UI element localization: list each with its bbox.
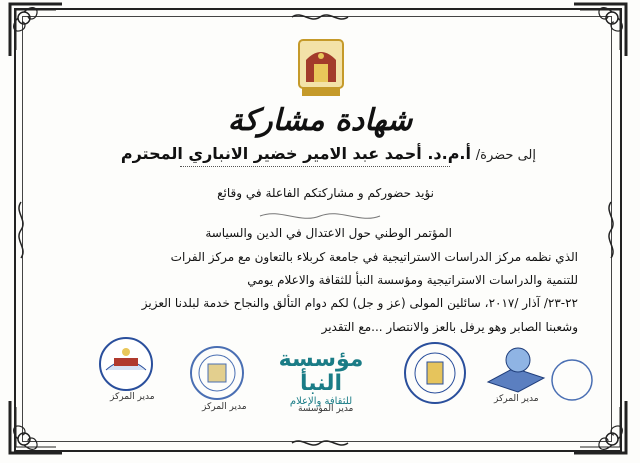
recipient-prefix: إلى حضرة/ [475,148,536,163]
recipient-line [121,144,536,163]
left-edge-ornament [14,200,28,260]
nabaa-subtitle: للثقافة والإعلام [289,396,353,407]
nabaa-stamp [402,340,468,406]
corner-ornament-bottom-right [570,397,630,457]
certificate-title [170,100,470,140]
signature-right: مدير المركز [494,394,539,404]
title-calligraphy [170,100,470,140]
strategic-studies-center-logo [96,334,156,394]
signature-left-1: مدير المركز [110,392,155,402]
right-stamp [548,356,596,404]
bottom-edge-ornament [290,436,350,450]
university-logo [296,38,346,98]
top-edge-ornament [290,10,350,24]
recipient-dotted-line [180,166,450,167]
nabaa-title: مؤسسة النبأ [278,347,364,396]
event-name: المؤتمر الوطني حول الاعتدال في الدين والسياسة [205,226,452,240]
body-line-3: ٢٢-٢٣/ آذار /٢٠١٧، سائلين المولى (عز و جل) لكم دوام التألق والنجاح خدمة لبلدنا العزيز [141,296,578,310]
corner-ornament-top-right [570,0,630,60]
body-line-1: الذي نظمه مركز الدراسات الاستراتيجية في جامعة كربلاء بالتعاون مع مركز الفرات [170,250,578,264]
university-stamp [188,344,246,402]
corner-ornament-top-left [6,0,66,60]
nabaa-logo [256,348,386,408]
body-line-2: للتنمية والدراسات الاستراتيجية ومؤسسة النبأ للثقافة والاعلام يومي [247,273,578,287]
right-edge-ornament [604,200,618,260]
signature-center: مدير المؤسسة [298,404,354,414]
corner-ornament-bottom-left [6,397,66,457]
divider-ornament [250,206,390,226]
participation-line: نؤيد حضوركم و مشاركتكم الفاعلة في وقائع [217,186,434,200]
body-line-4: وشعبنا الصابر وهو يرفل بالعز والانتصار ...مع التقدير [321,320,578,334]
furat-center-logo [484,338,548,394]
signature-left-2: مدير المركز [202,402,247,412]
title-text: شهادة مشاركة [227,103,413,138]
recipient-name: أ.م.د. أحمد عبد الامير خضير الانباري المحترم [120,144,471,163]
